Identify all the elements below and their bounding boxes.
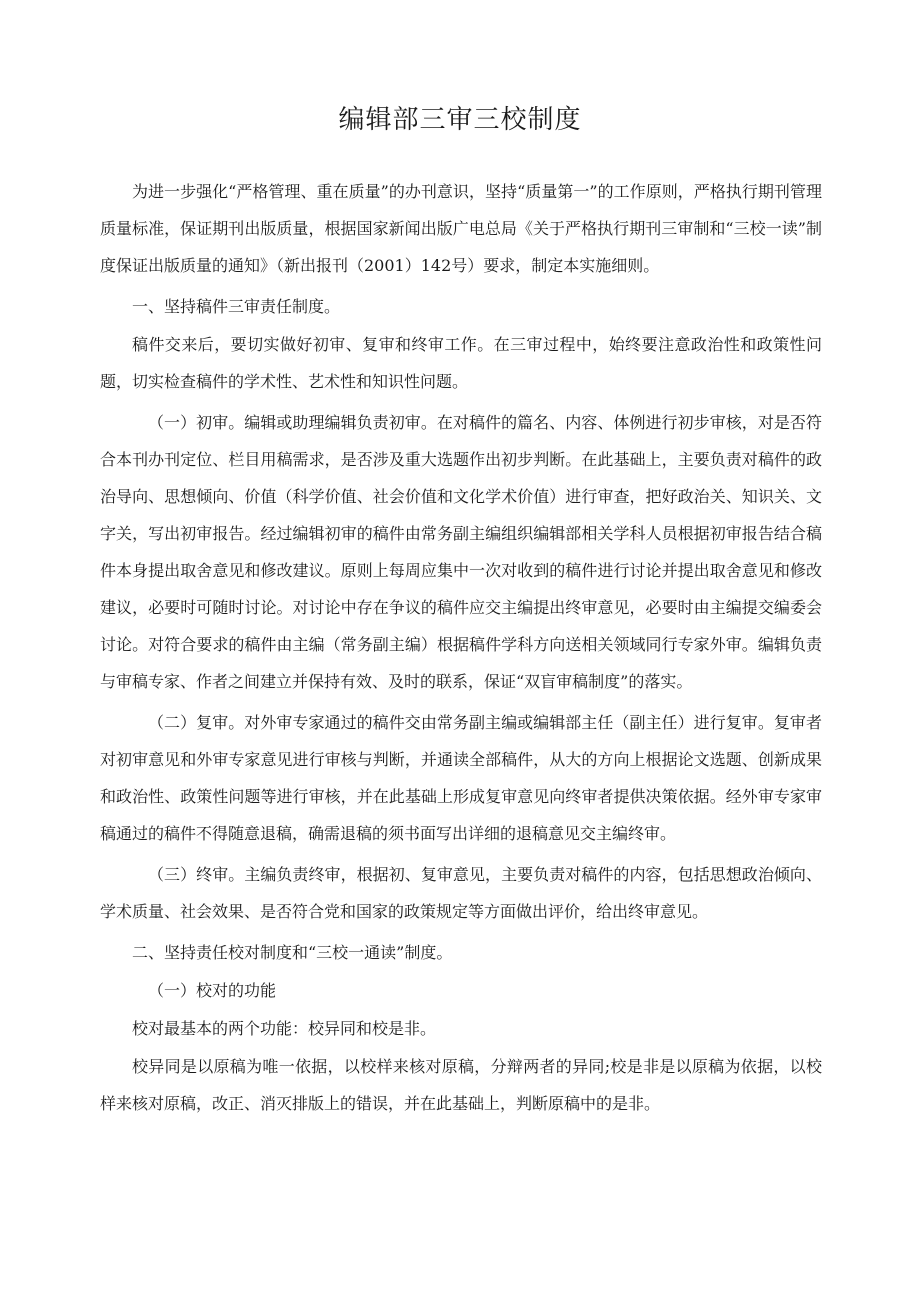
section-1-paragraph: 稿件交来后，要切实做好初审、复审和终审工作。在三审过程中，始终要注意政治性和政策性问题，切实检查稿件的学术性、艺术性和知识性问题。 <box>100 335 822 391</box>
document-body <box>100 173 822 1126</box>
first-review-paragraph: （一）初审。编辑或助理编辑负责初审。在对稿件的篇名、内容、体例进行初步审核，对是否符合本刊办刊定位、栏目用稿需求，是否涉及重大选题作出初步判断。在此基础上，主要负责对稿件的政治导向、思想倾向、价值（科学价值、社会价值和文化学术价值）进行审查，把好政治关、知识关、文字关，写出初审报告。经过编辑初审的稿件由常务副主编组织编辑部相关学科人员根据初审报告结合稿件本身提出取舍意见和修改建议。原则上每周应集中一次对收到的稿件进行讨论并提出取舍意见和修改建议，必要时可随时讨论。对讨论中存在争议的稿件应交主编提出终审意见，必要时由主编提交编委会讨论。对符合要求的稿件由主编（常务副主编）根据稿件学科方向送相关领域同行专家外审。编辑负责与审稿专家、作者之间建立并保持有效、及时的联系，保证“双盲审稿制度”的落实。 <box>100 413 822 691</box>
second-review-paragraph: （二）复审。对外审专家通过的稿件交由常务副主编或编辑部主任（副主任）进行复审。复审者对初审意见和外审专家意见进行审核与判断，并通读全部稿件，从大的方向上根据论文选题、创新成果和政治性、政策性问题等进行审核，并在此基础上形成复审意见向终审者提供决策依据。经外审专家审稿通过的稿件不得随意退稿，确需退稿的须书面写出详细的退稿意见交主编终审。 <box>100 713 822 843</box>
section-heading-1: 一、坚持稿件三审责任制度。 <box>132 297 341 316</box>
proofreading-detail-paragraph: 校异同是以原稿为唯一依据，以校样来核对原稿，分辩两者的异同;校是非是以原稿为依据，以校样来核对原稿，改正、消灭排版上的错误，并在此基础上，判断原稿中的是非。 <box>100 1057 822 1113</box>
subsection-heading-proofreading-function: （一）校对的功能 <box>148 981 277 1000</box>
intro-paragraph: 为进一步强化“严格管理、重在质量”的办刊意识，坚持“质量第一”的工作原则，严格执行期刊管理质量标准，保证期刊出版质量，根据国家新闻出版广电总局《关于严格执行期刊三审制和“三校一读”制度保证出版质量的通知》（新出报刊（2001）142号）要求，制定本实施细则。 <box>100 182 822 275</box>
section-heading-2: 二、坚持责任校对制度和“三校一通读”制度。 <box>132 943 453 962</box>
final-review-paragraph: （三）终审。主编负责终审，根据初、复审意见，主要负责对稿件的内容，包括思想政治倾向、学术质量、社会效果、是否符合党和国家的政策规定等方面做出评价，给出终审意见。 <box>100 865 822 921</box>
document-title: 编辑部三审三校制度 <box>338 105 582 135</box>
proofreading-functions-paragraph: 校对最基本的两个功能：校异同和校是非。 <box>132 1019 437 1038</box>
